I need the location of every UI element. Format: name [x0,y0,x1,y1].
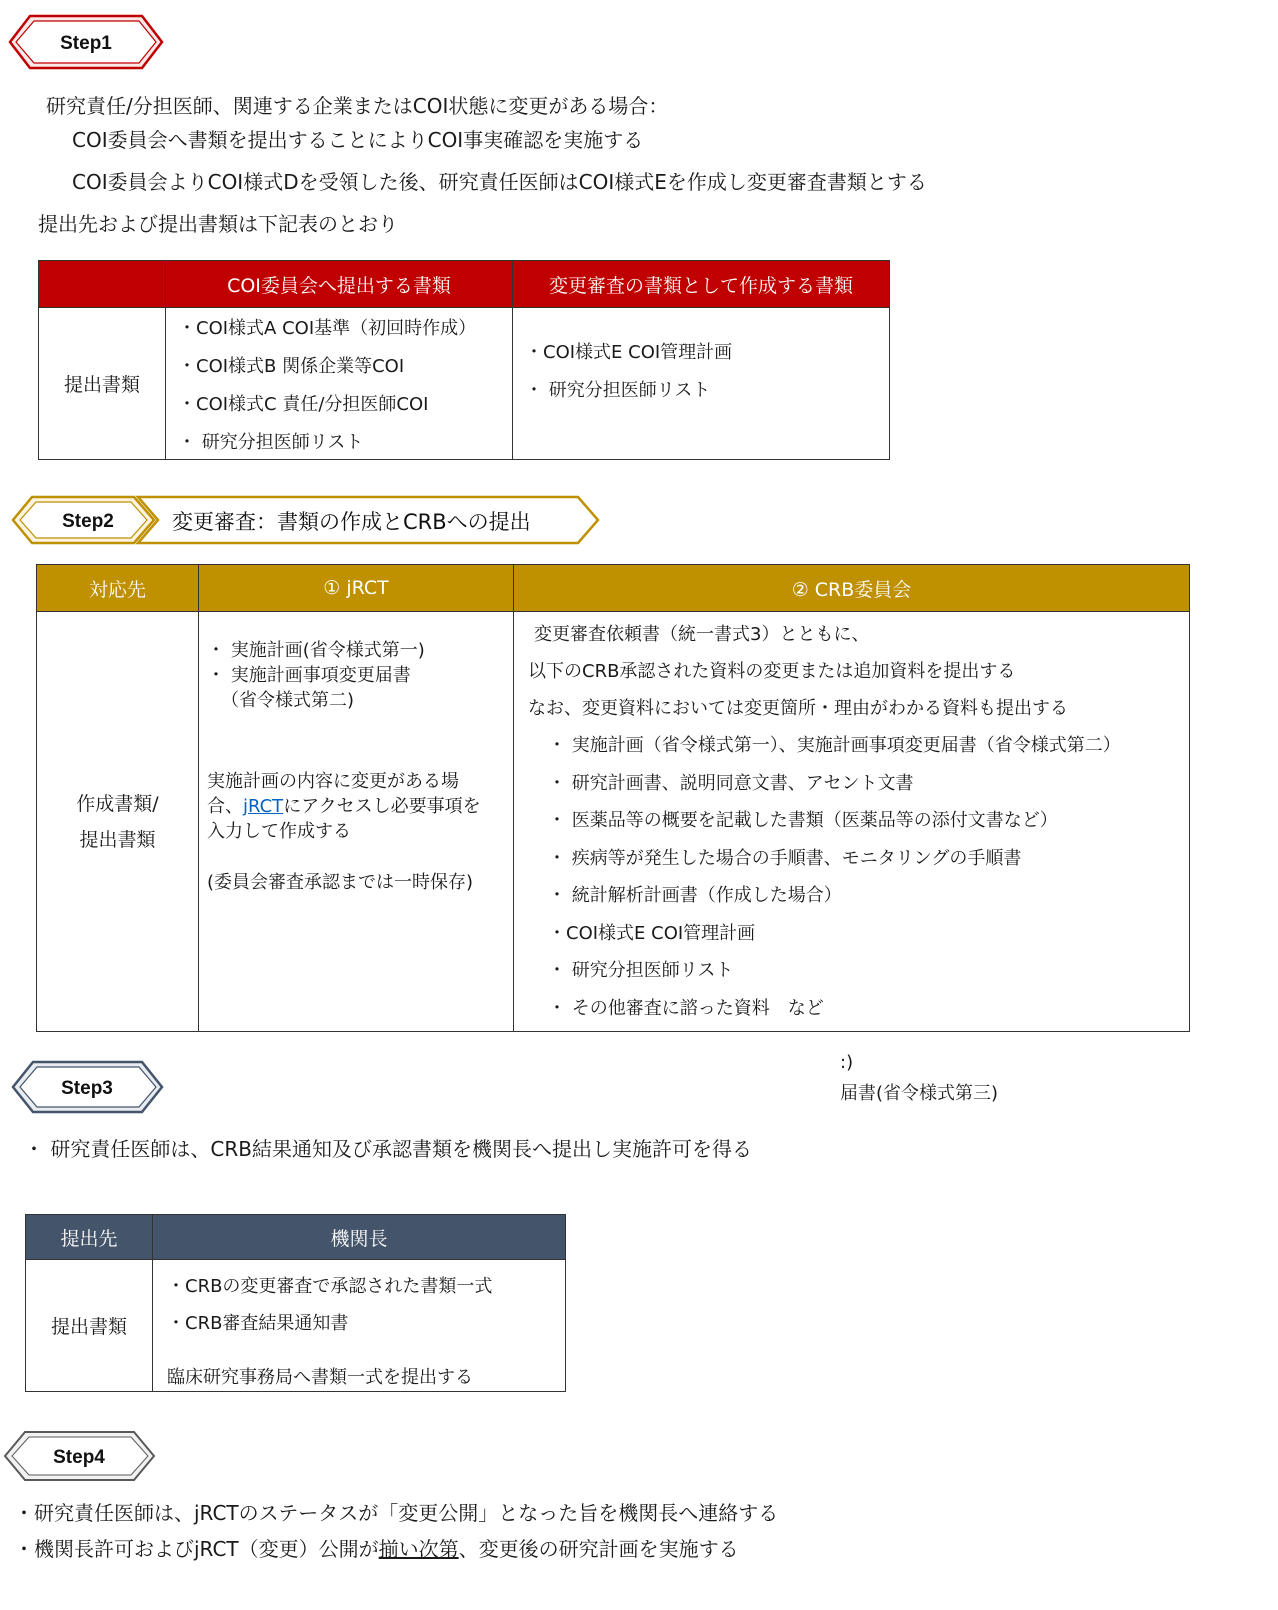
step2-table [36,564,1190,1032]
step1-table-corner [39,261,166,308]
step4-line-2: ・機関長許可およびjRCT（変更）公開が揃い次第、変更後の研究計画を実施する [14,1537,739,1561]
step2-jrct-note-line2: 合、jRCTにアクセスし必要事項を [207,796,481,817]
step4-badge-label: Step4 [53,1447,105,1468]
step3-badge [10,1060,166,1114]
list-item: ・ 実施計画(省令様式第一) [207,640,425,661]
step4-underline-text: 揃い次第 [378,1537,459,1561]
step2-jrct-note [207,769,513,844]
list-item: ・COI様式E COI管理計画 [548,922,756,944]
step1-header-review: 変更審査の書類として作成する書類 [513,261,890,308]
step3-table [25,1214,566,1392]
list-item: ・ 研究計画書、説明同意文書、アセント文書 [548,772,914,794]
overflow-fragment-1: :) [840,1052,854,1073]
step2-title: 変更審査：書類の作成とCRBへの提出 [172,510,531,534]
jrct-link[interactable]: jRCT [243,796,284,817]
step3-header-head: 機関長 [153,1215,566,1260]
step2-row-label-1: 作成書類/ [76,792,159,815]
list-item: ・ その他審査に諮った資料 など [548,997,824,1019]
list-item: ・ 実施計画事項変更届書 [207,665,411,686]
step2-crb-intro-2: 以下のCRB承認された資料の変更または追加資料を提出する [528,661,1016,682]
step2-header-target: 対応先 [37,565,199,612]
step4-line-1: ・研究責任医師は、jRCTのステータスが「変更公開」となった旨を機関長へ連絡する [14,1501,779,1525]
list-item: ・ 医薬品等の概要を記載した書類（医薬品等の添付文書など） [548,810,1058,831]
step3-items-cell [153,1260,566,1392]
step3-note: 臨床研究事務局へ書類一式を提出する [167,1367,473,1388]
step2-jrct-note-line1: 実施計画の内容に変更がある場 [207,771,459,792]
step1-badge [6,14,166,70]
list-item: ・COI様式C 責任/分担医師COI [178,394,429,415]
list-item: ・ 統計解析計画書（作成した場合） [548,885,842,906]
step1-badge-label: Step1 [60,33,112,54]
step2-jrct-note2: (委員会審査承認までは一時保存) [207,872,474,893]
step2-badge-label: Step2 [62,511,114,532]
step1-line-4: 提出先および提出書類は下記表のとおり [38,212,398,236]
step3-row-label: 提出書類 [26,1260,153,1392]
step1-line-1: 研究責任/分担医師、関連する企業またはCOI状態に変更がある場合： [46,94,669,118]
step1-review-cell [513,308,890,460]
overflow-fragment-2: 届書(省令様式第三) [840,1083,999,1104]
step2-crb-intro-3: なお、変更資料においては変更箇所・理由がわかる資料も提出する [528,698,1068,719]
step3-header-dest: 提出先 [26,1215,153,1260]
list-item: ・ 研究分担医師リスト [178,432,364,453]
step2-crb-intro-1: 変更審査依頼書（統一書式3）とともに、 [534,624,870,645]
list-item: ・ 研究分担医師リスト [548,960,734,981]
step4-badge [2,1430,158,1482]
list-item: ・COI様式A COI基準（初回時作成） [178,318,477,339]
list-item: ・CRBの変更審査で承認された書類一式 [167,1276,493,1297]
step2-jrct-note-line3: 入力して作成する [207,821,351,842]
list-item: ・ 疾病等が発生した場合の手順書、モニタリングの手順書 [548,847,1022,869]
step1-line-3: COI委員会よりCOI様式Dを受領した後、研究責任医師はCOI様式Eを作成し変更審査書類とする [72,170,927,194]
step2-header-crb: ② CRB委員会 [514,565,1190,612]
list-item: （省令様式第二) [221,690,355,711]
step2-header-jrct: ① jRCT [199,565,514,612]
step3-badge-label: Step3 [61,1078,113,1099]
step1-line-2: COI委員会へ書類を提出することによりCOI事実確認を実施する [72,128,644,152]
step3-line: ・ 研究責任医師は、CRB結果通知及び承認書類を機関長へ提出し実施許可を得る [24,1137,752,1161]
step2-crb-cell [514,612,1190,1032]
step1-header-coi: COI委員会へ提出する書類 [166,261,513,308]
list-item: ・CRB審査結果通知書 [167,1313,349,1334]
list-item: ・ 研究分担医師リスト [525,380,711,401]
step1-table [38,260,890,460]
step2-jrct-cell [199,612,514,1032]
list-item: ・COI様式E COI管理計画 [525,342,733,363]
step2-row-label-2: 提出書類 [79,828,156,851]
list-item: ・ 実施計画（省令様式第一）、実施計画事項変更届書（省令様式第二） [548,735,1121,756]
step1-coi-cell [166,308,513,460]
list-item: ・COI様式B 関係企業等COI [178,356,405,377]
step2-row-label [37,612,199,1032]
step2-banner [10,495,602,545]
step1-row-label: 提出書類 [39,308,166,460]
